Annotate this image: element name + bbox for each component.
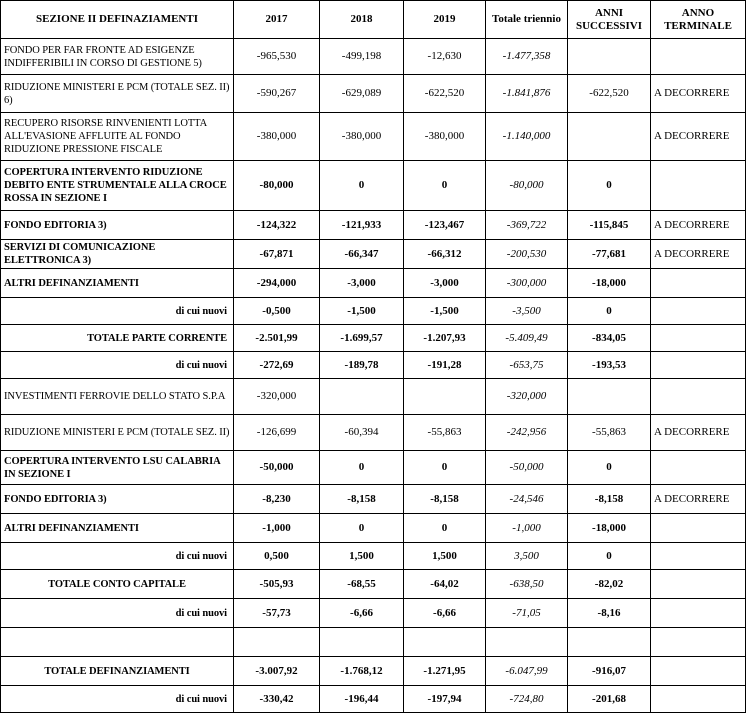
cell-anni-successivi: -201,68 [568,686,651,713]
cell-2017: -2.501,99 [234,325,320,352]
cell-2017: -294,000 [234,269,320,298]
cell-2019 [404,379,486,415]
cell-2018: -121,933 [320,211,404,240]
row-label: di cui nuovi [1,543,234,570]
table-row [1,485,746,514]
table-row [1,298,746,325]
cell-2017: -80,000 [234,161,320,211]
cell-2019: -6,66 [404,599,486,628]
table-row [1,39,746,75]
cell-2019 [404,628,486,657]
cell-anno-terminale [651,599,746,628]
header-row [1,1,746,39]
row-label: RIDUZIONE MINISTERI E PCM (TOTALE SEZ. II) [1,415,234,451]
cell-2017: -330,42 [234,686,320,713]
cell-totale-triennio: -5.409,49 [486,325,568,352]
cell-anno-terminale [651,514,746,543]
cell-anni-successivi: -18,000 [568,269,651,298]
row-label: COPERTURA INTERVENTO RIDUZIONE DEBITO ENTE STRUMENTALE ALLA CROCE ROSSA IN SEZIONE I [1,161,234,211]
cell-2018: 0 [320,451,404,485]
cell-2019: -197,94 [404,686,486,713]
cell-2017: -380,000 [234,113,320,161]
row-label: ALTRI DEFINANZIAMENTI [1,269,234,298]
cell-2017: -1,000 [234,514,320,543]
cell-2018: 0 [320,161,404,211]
cell-2019: -55,863 [404,415,486,451]
cell-anni-successivi: 0 [568,161,651,211]
header-2019: 2019 [404,1,486,39]
row-label: COPERTURA INTERVENTO LSU CALABRIA IN SEZIONE I [1,451,234,485]
cell-anno-terminale: A DECORRERE [651,211,746,240]
cell-anno-terminale [651,161,746,211]
row-label: di cui nuovi [1,686,234,713]
cell-totale-triennio: -724,80 [486,686,568,713]
table-row [1,514,746,543]
cell-totale-triennio: -300,000 [486,269,568,298]
cell-totale-triennio: -242,956 [486,415,568,451]
cell-totale-triennio: -50,000 [486,451,568,485]
cell-2017: -965,530 [234,39,320,75]
cell-anni-successivi: -77,681 [568,240,651,269]
cell-2017: -3.007,92 [234,657,320,686]
row-label [1,628,234,657]
cell-2017: -272,69 [234,352,320,379]
cell-anno-terminale [651,269,746,298]
row-label: ALTRI DEFINANZIAMENTI [1,514,234,543]
cell-2017: -57,73 [234,599,320,628]
row-label: FONDO EDITORIA 3) [1,485,234,514]
cell-2017: -8,230 [234,485,320,514]
cell-totale-triennio: -24,546 [486,485,568,514]
row-label: TOTALE CONTO CAPITALE [1,570,234,599]
cell-2019: 0 [404,161,486,211]
cell-2019: -1.271,95 [404,657,486,686]
cell-2018: -66,347 [320,240,404,269]
row-label: di cui nuovi [1,599,234,628]
cell-2017: -505,93 [234,570,320,599]
table-row [1,211,746,240]
table-row [1,325,746,352]
table-row [1,543,746,570]
table-row [1,686,746,713]
cell-2019: 0 [404,514,486,543]
cell-anni-successivi [568,39,651,75]
table-row [1,269,746,298]
header-section: SEZIONE II DEFINAZIAMENTI [1,1,234,39]
cell-2018: -196,44 [320,686,404,713]
cell-anno-terminale [651,298,746,325]
cell-2019: -64,02 [404,570,486,599]
cell-2018: -3,000 [320,269,404,298]
cell-2019: -191,28 [404,352,486,379]
cell-2017: -590,267 [234,75,320,113]
cell-anno-terminale: A DECORRERE [651,415,746,451]
cell-anni-successivi: 0 [568,543,651,570]
cell-anno-terminale: A DECORRERE [651,75,746,113]
cell-2017: -67,871 [234,240,320,269]
cell-anno-terminale [651,39,746,75]
cell-anni-successivi [568,379,651,415]
cell-anno-terminale [651,543,746,570]
cell-totale-triennio: -369,722 [486,211,568,240]
cell-anno-terminale: A DECORRERE [651,113,746,161]
row-label: TOTALE DEFINANZIAMENTI [1,657,234,686]
cell-totale-triennio: -1.841,876 [486,75,568,113]
header-2018: 2018 [320,1,404,39]
cell-anni-successivi: -82,02 [568,570,651,599]
header-anni-successivi: ANNI SUCCESSIVI [568,1,651,39]
row-label: FONDO EDITORIA 3) [1,211,234,240]
cell-totale-triennio: -71,05 [486,599,568,628]
row-label: di cui nuovi [1,352,234,379]
header-totale-triennio: Totale triennio [486,1,568,39]
cell-totale-triennio: -200,530 [486,240,568,269]
cell-anni-successivi: -193,53 [568,352,651,379]
cell-anni-successivi: 0 [568,451,651,485]
cell-2018: -629,089 [320,75,404,113]
cell-totale-triennio: -320,000 [486,379,568,415]
cell-2018: -1.699,57 [320,325,404,352]
cell-anni-successivi: -8,16 [568,599,651,628]
cell-anni-successivi: -622,520 [568,75,651,113]
cell-2018: -1,500 [320,298,404,325]
cell-anno-terminale: A DECORRERE [651,485,746,514]
cell-anno-terminale [651,570,746,599]
row-label: TOTALE PARTE CORRENTE [1,325,234,352]
cell-anno-terminale [651,657,746,686]
cell-totale-triennio: -1,000 [486,514,568,543]
cell-anni-successivi: -55,863 [568,415,651,451]
cell-2019: -622,520 [404,75,486,113]
row-label: RIDUZIONE MINISTERI E PCM (TOTALE SEZ. II) 6) [1,75,234,113]
cell-2018 [320,628,404,657]
cell-2018: -499,198 [320,39,404,75]
cell-anni-successivi [568,113,651,161]
cell-totale-triennio: -1.140,000 [486,113,568,161]
cell-2017 [234,628,320,657]
cell-2019: 0 [404,451,486,485]
table-row [1,352,746,379]
cell-2017: -126,699 [234,415,320,451]
cell-2018 [320,379,404,415]
header-2017: 2017 [234,1,320,39]
row-label: RECUPERO RISORSE RINVENIENTI LOTTA ALL'EVASIONE AFFLUITE AL FONDO RIDUZIONE PRESSIONE FISCALE [1,113,234,161]
cell-2019: -380,000 [404,113,486,161]
cell-anno-terminale [651,686,746,713]
cell-totale-triennio: -80,000 [486,161,568,211]
cell-2017: -124,322 [234,211,320,240]
cell-2019: -1.207,93 [404,325,486,352]
cell-2018: -1.768,12 [320,657,404,686]
cell-anno-terminale [651,325,746,352]
cell-2019: 1,500 [404,543,486,570]
table-body [1,39,746,713]
cell-2018: -189,78 [320,352,404,379]
cell-anno-terminale [651,379,746,415]
table-row [1,161,746,211]
table-row [1,379,746,415]
cell-anni-successivi: -115,845 [568,211,651,240]
cell-2019: -1,500 [404,298,486,325]
cell-totale-triennio: -3,500 [486,298,568,325]
cell-anni-successivi: -834,05 [568,325,651,352]
row-label: di cui nuovi [1,298,234,325]
cell-2017: -320,000 [234,379,320,415]
cell-2019: -66,312 [404,240,486,269]
cell-totale-triennio: -653,75 [486,352,568,379]
cell-anni-successivi: -916,07 [568,657,651,686]
cell-2019: -12,630 [404,39,486,75]
cell-2018: -380,000 [320,113,404,161]
cell-2017: -50,000 [234,451,320,485]
cell-2018: -8,158 [320,485,404,514]
table-row [1,415,746,451]
table-row [1,599,746,628]
table-row [1,113,746,161]
cell-2019: -123,467 [404,211,486,240]
cell-totale-triennio: -6.047,99 [486,657,568,686]
table-row [1,657,746,686]
row-label: INVESTIMENTI FERROVIE DELLO STATO S.P.A [1,379,234,415]
cell-anni-successivi: -8,158 [568,485,651,514]
table-row [1,451,746,485]
table-row [1,570,746,599]
cell-2018: -68,55 [320,570,404,599]
cell-anni-successivi [568,628,651,657]
row-label: FONDO PER FAR FRONTE AD ESIGENZE INDIFFERIBILI IN CORSO DI GESTIONE 5) [1,39,234,75]
cell-anno-terminale [651,352,746,379]
cell-2017: 0,500 [234,543,320,570]
cell-2018: -6,66 [320,599,404,628]
table-row [1,75,746,113]
cell-anno-terminale [651,628,746,657]
row-label: SERVIZI DI COMUNICAZIONE ELETTRONICA 3) [1,240,234,269]
cell-totale-triennio: -638,50 [486,570,568,599]
table-row [1,628,746,657]
cell-2018: 0 [320,514,404,543]
cell-2018: -60,394 [320,415,404,451]
cell-totale-triennio: -1.477,358 [486,39,568,75]
cell-2018: 1,500 [320,543,404,570]
cell-2017: -0,500 [234,298,320,325]
cell-anno-terminale [651,451,746,485]
cell-2019: -8,158 [404,485,486,514]
cell-2019: -3,000 [404,269,486,298]
table-row [1,240,746,269]
cell-totale-triennio: 3,500 [486,543,568,570]
header-anno-terminale: ANNO TERMINALE [651,1,746,39]
cell-totale-triennio [486,628,568,657]
cell-anni-successivi: 0 [568,298,651,325]
cell-anni-successivi: -18,000 [568,514,651,543]
cell-anno-terminale: A DECORRERE [651,240,746,269]
